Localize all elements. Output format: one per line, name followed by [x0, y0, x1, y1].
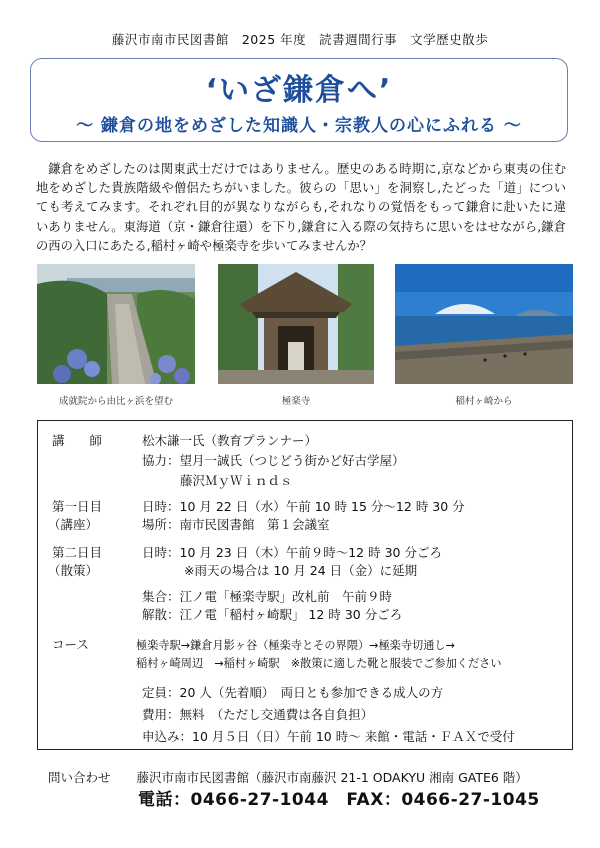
caption-photo-1: 成就院から由比ヶ浜を望む	[58, 396, 173, 407]
day2-label: 第二日目	[52, 545, 103, 560]
caption-photo-2: 極楽寺	[281, 396, 311, 407]
intro-paragraph: 鎌倉をめざしたのは関東武士だけではありません。歴史のある時期に,京などから東夷の住む地をめざした貴族階級や僧侶たちがいました。彼らの「思い」を洞察し,たどった「道」についても考えてみます。それぞれ目的が異なりながらも,それなりの覚悟をもって鎌倉に赴いたに違いありません。東海道（京・鎌倉往還）を下り,鎌倉に入る際の気持ちに思いをはせながら,鎌倉の西の入口にあたる,稲村ヶ崎や極楽寺を歩いてみませんか？	[36, 162, 566, 253]
main-title: ‘いざ鎌倉へ’	[205, 73, 393, 108]
day1-place: 場所：南市民図書館 第１会議室	[142, 517, 330, 532]
cooperation-2: 藤沢ＭｙＷｉｎｄｓ	[180, 473, 293, 488]
contact-org: 藤沢市南市民図書館（藤沢市南藤沢 21-1 ODAKYU 湘南 GATE6 階）	[136, 770, 528, 785]
course-label: コース	[52, 637, 89, 652]
header-line: 藤沢市南市民図書館 2025 年度 読書週間行事 文学歴史散歩	[111, 32, 489, 47]
day1-time: 日時：10 月 22 日（水）午前 10 時 15 分～12 時 30 分	[142, 499, 465, 514]
day1-label: 第一日目	[52, 499, 103, 514]
title-box	[30, 58, 568, 142]
caption-photo-3: 稲村ヶ崎から	[455, 396, 513, 407]
course-line-2: 稲村ヶ崎周辺 →稲村ヶ崎駅 ※散策に適した靴と服装でご参加ください	[136, 657, 502, 670]
day2-rain-note: ※雨天の場合は 10 月 24 日（金）に延期	[184, 563, 418, 578]
event-details-box	[37, 420, 573, 750]
lecturer-label: 講 師	[52, 433, 103, 448]
day2-time: 日時：10 月 23 日（木）午前９時～12 時 30 分ごろ	[142, 545, 442, 560]
gather-info: 集合：江ノ電「極楽寺駅」改札前 午前９時	[142, 589, 393, 604]
contact-label: 問い合わせ	[48, 770, 111, 785]
contact-line	[48, 768, 528, 786]
fee-info: 費用：無料 （ただし交通費は各自負担）	[142, 707, 374, 722]
photo-jojuin-view	[37, 264, 195, 384]
photo-inamuragasaki	[395, 264, 573, 384]
contact-phone-fax: 電話：0466-27-1044 FAX：0466-27-1045	[138, 790, 540, 810]
day1-type: （講座）	[48, 517, 99, 532]
sub-title: ～ 鎌倉の地をめざした知識人・宗教人の心にふれる ～	[76, 116, 522, 136]
photo-gokurakuji-gate	[218, 264, 374, 384]
dismiss-info: 解散：江ノ電「稲村ヶ崎駅」 12 時 30 分ごろ	[142, 607, 403, 622]
capacity-info: 定員：20 人（先着順） 両日とも参加できる成人の方	[142, 685, 444, 700]
lecturer-value: 松木謙一氏（教育プランナー）	[142, 433, 318, 448]
day2-type: （散策）	[48, 563, 99, 578]
cooperation-1: 協力：望月一誠氏（つじどう街かど好古学屋）	[142, 453, 405, 468]
apply-info: 申込み：10 月５日（日）午前 10 時～ 来館・電話・ＦＡＸで受付	[142, 729, 515, 744]
course-line-1: 極楽寺駅→鎌倉月影ヶ谷（極楽寺とその界隈）→極楽寺切通し→	[136, 639, 455, 652]
